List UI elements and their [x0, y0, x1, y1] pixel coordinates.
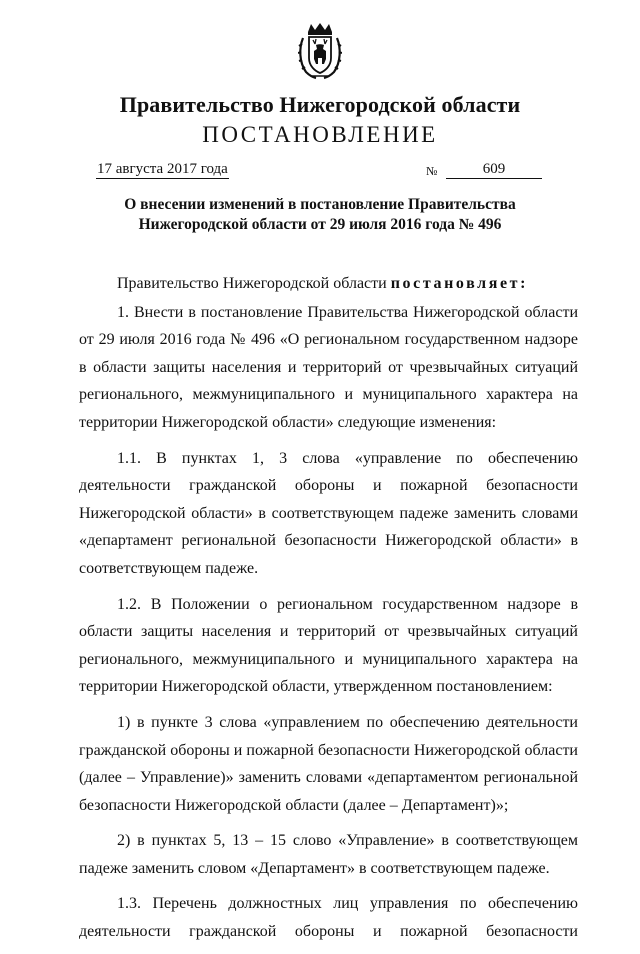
coat-of-arms-icon: [298, 22, 342, 80]
paragraph-1-1: 1.1. В пунктах 1, 3 слова «управление по обеспечению деятельности гражданской обороны и пожарной безопасности Нижегородской области» в соответствующем падеже заменить словами «департамент региональной безопасности Нижегородской области» в соответствующем падеже.: [79, 449, 578, 577]
document-type: ПОСТАНОВЛЕНИЕ: [202, 122, 438, 147]
subject-line-1: О внесении изменений в постановление Правительства: [124, 196, 516, 213]
paragraph-1-2-item-1: 1) в пункте 3 слова «управлением по обеспечению деятельности гражданской обороны и пожарной безопасности Нижегородской области (далее – Управление)» заменить словами «департаментом региональной безопасности Нижегородской области (далее – Департамент)»;: [79, 713, 578, 814]
document-number: 609: [446, 160, 542, 179]
document-subject: [0, 195, 640, 235]
paragraph-1-3: 1.3. Перечень должностных лиц управления по обеспечению деятельности гражданской обороны и пожарной безопасности: [79, 895, 578, 941]
intro-verb: постановляет:: [390, 275, 529, 292]
organization-title: Правительство Нижегородской области: [119, 92, 521, 117]
intro-paragraph: [79, 270, 578, 298]
paragraph-1-2-item-2: 2) в пунктах 5, 13 – 15 слово «Управление» в соответствующем падеже заменить словом «Департамент» в соответствующем падеже.: [79, 832, 578, 877]
document-body: [79, 270, 578, 954]
document-date: 17 августа 2017 года: [97, 161, 228, 177]
number-sign: №: [426, 164, 438, 178]
paragraph-1: 1. Внести в постановление Правительства Нижегородской области от 29 июля 2016 года № 496 «О региональном государственном надзоре в области защиты населения и территорий от чрезвычайных ситуаций регионального, межмуниципального и муниципального характера на территории Нижегородской области» следующие изменения:: [79, 303, 578, 431]
paragraph-1-2: 1.2. В Положении о региональном государственном надзоре в области защиты населения и территорий от чрезвычайных ситуаций регионального, межмуниципального и муниципального характера на территории Нижегородской области, утвержденном постановлением:: [79, 595, 578, 696]
intro-prefix: Правительство Нижегородской области: [117, 275, 391, 292]
subject-line-2: Нижегородской области от 29 июля 2016 года № 496: [138, 216, 502, 233]
